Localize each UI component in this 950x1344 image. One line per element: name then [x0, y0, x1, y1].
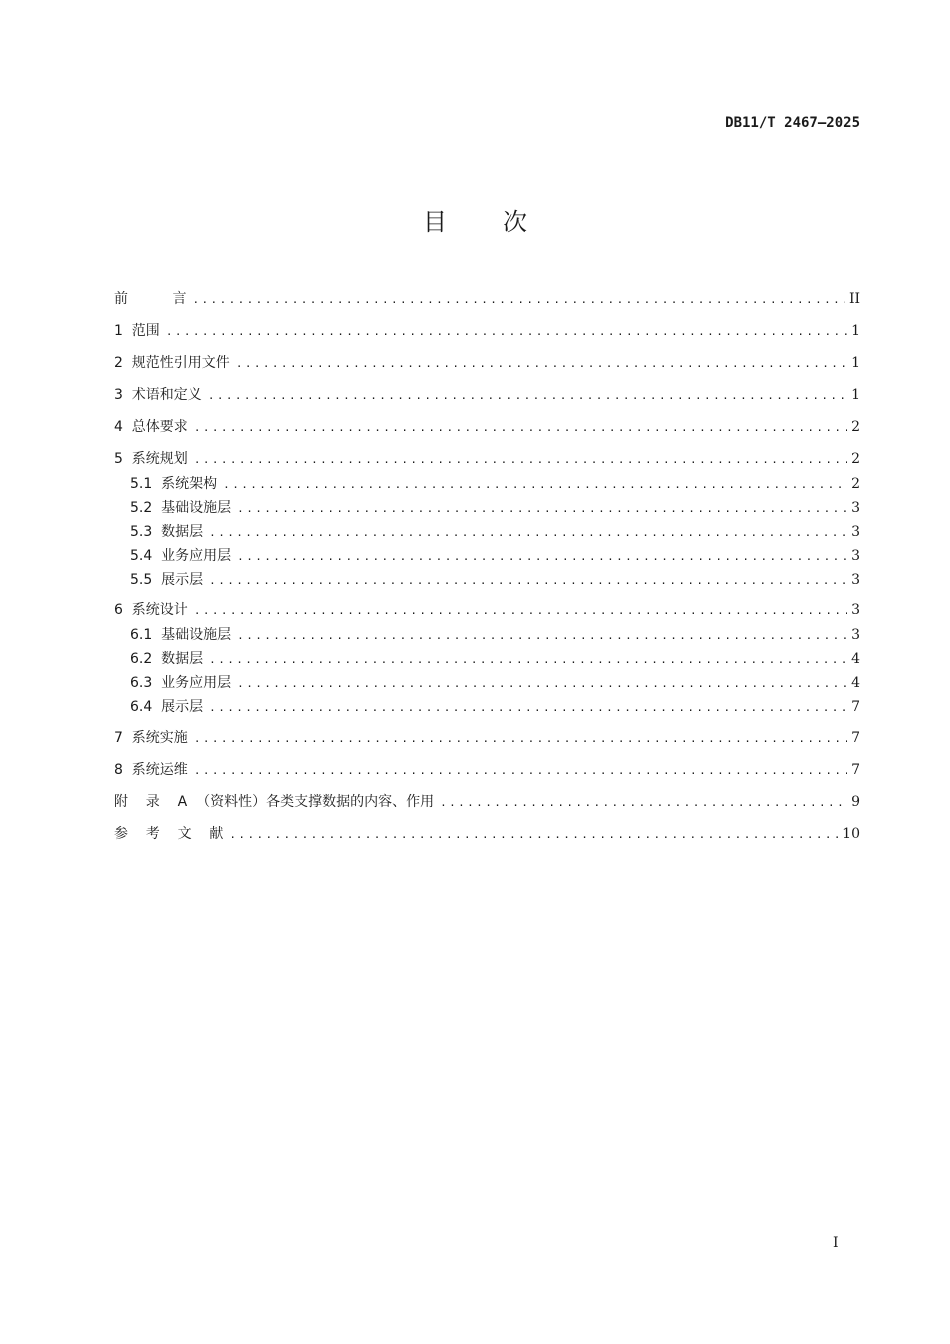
dot-leader [194, 449, 847, 471]
toc-entry-label: 6.1 基础设施层 [130, 627, 232, 643]
dot-leader [193, 289, 845, 311]
toc-entry-foreword[interactable] [114, 288, 860, 310]
toc-entry-6-1[interactable] [130, 624, 860, 646]
page-number: I [833, 1235, 839, 1251]
toc-entry-5[interactable] [114, 448, 860, 470]
toc-entry-label: 5.3 数据层 [130, 524, 204, 540]
toc-entry-page: 4 [851, 651, 860, 667]
dot-leader [194, 728, 847, 750]
dot-leader [237, 625, 847, 647]
toc-entry-page: 9 [851, 794, 860, 810]
toc-entry-label: 8 系统运维 [114, 762, 188, 778]
toc-entry-7[interactable] [114, 727, 860, 749]
toc-title [0, 202, 950, 237]
toc-title-char-1: 目 [423, 208, 447, 236]
dot-leader [237, 673, 847, 695]
toc-entry-label: 5.1 系统架构 [130, 476, 218, 492]
toc-entry-label: 6.4 展示层 [130, 699, 204, 715]
toc-entry-page: 3 [851, 602, 860, 618]
toc-entry-label: 1 范围 [114, 323, 160, 339]
dot-leader [166, 321, 847, 343]
toc-entry-5-2[interactable] [130, 497, 860, 519]
dot-leader [194, 417, 847, 439]
toc-entry-5-4[interactable] [130, 545, 860, 567]
toc-entry-label: 前 言 [114, 291, 187, 307]
toc-entry-label: 3 术语和定义 [114, 387, 202, 403]
dot-leader [209, 649, 847, 671]
toc-entry-label: 6.2 数据层 [130, 651, 204, 667]
toc-entry-page: 3 [851, 572, 860, 588]
dot-leader [229, 824, 838, 846]
toc-entry-6[interactable] [114, 599, 860, 621]
toc-entry-1[interactable] [114, 320, 860, 342]
toc-entry-5-1[interactable] [130, 473, 860, 495]
toc-entry-appendix-a[interactable] [114, 791, 860, 813]
toc-entry-page: 1 [851, 355, 860, 371]
toc-entry-page: 3 [851, 500, 860, 516]
toc-entry-page: 2 [851, 476, 860, 492]
dot-leader [209, 697, 847, 719]
dot-leader [440, 792, 847, 814]
toc-entry-label: 7 系统实施 [114, 730, 188, 746]
toc-entry-page: 3 [851, 524, 860, 540]
toc-entry-label: 4 总体要求 [114, 419, 188, 435]
toc-entry-label: 2 规范性引用文件 [114, 355, 230, 371]
toc-entry-page: 3 [851, 627, 860, 643]
toc-entry-label: 附 录 A （资料性）各类支撑数据的内容、作用 [114, 794, 435, 810]
toc-entry-page: 4 [851, 675, 860, 691]
toc-entry-6-4[interactable] [130, 696, 860, 718]
toc-entry-label: 5.4 业务应用层 [130, 548, 232, 564]
toc-entry-label: 5.5 展示层 [130, 572, 204, 588]
dot-leader [209, 570, 847, 592]
toc-entry-2[interactable] [114, 352, 860, 374]
toc-entry-page: 2 [851, 419, 860, 435]
dot-leader [223, 474, 847, 496]
toc-entry-label: 6.3 业务应用层 [130, 675, 232, 691]
toc-entry-8[interactable] [114, 759, 860, 781]
toc-entry-page: 1 [851, 323, 860, 339]
dot-leader [236, 353, 847, 375]
toc-entry-label: 6 系统设计 [114, 602, 188, 618]
toc-entry-5-3[interactable] [130, 521, 860, 543]
toc-entry-page: 1 [851, 387, 860, 403]
toc-entry-page: 7 [851, 699, 860, 715]
document-code: DB11/T 2467—2025 [725, 115, 860, 131]
dot-leader [194, 760, 847, 782]
toc-entry-page: 3 [851, 548, 860, 564]
toc-entry-page: 7 [851, 730, 860, 746]
dot-leader [194, 600, 847, 622]
toc-entry-3[interactable] [114, 384, 860, 406]
dot-leader [209, 522, 847, 544]
toc-entry-label: 5 系统规划 [114, 451, 188, 467]
toc-entry-6-3[interactable] [130, 672, 860, 694]
toc-entry-page: II [848, 291, 860, 307]
toc-entry-page: 2 [851, 451, 860, 467]
toc-entry-6-2[interactable] [130, 648, 860, 670]
dot-leader [237, 546, 847, 568]
toc-title-char-2: 次 [503, 208, 527, 236]
toc-entry-page: 10 [842, 826, 860, 842]
toc-entry-label: 参 考 文 献 [114, 826, 224, 842]
toc-entry-label: 5.2 基础设施层 [130, 500, 232, 516]
toc-entry-5-5[interactable] [130, 569, 860, 591]
toc-entry-references[interactable] [114, 823, 860, 845]
dot-leader [208, 385, 847, 407]
toc-entry-page: 7 [851, 762, 860, 778]
dot-leader [237, 498, 847, 520]
toc-entry-4[interactable] [114, 416, 860, 438]
